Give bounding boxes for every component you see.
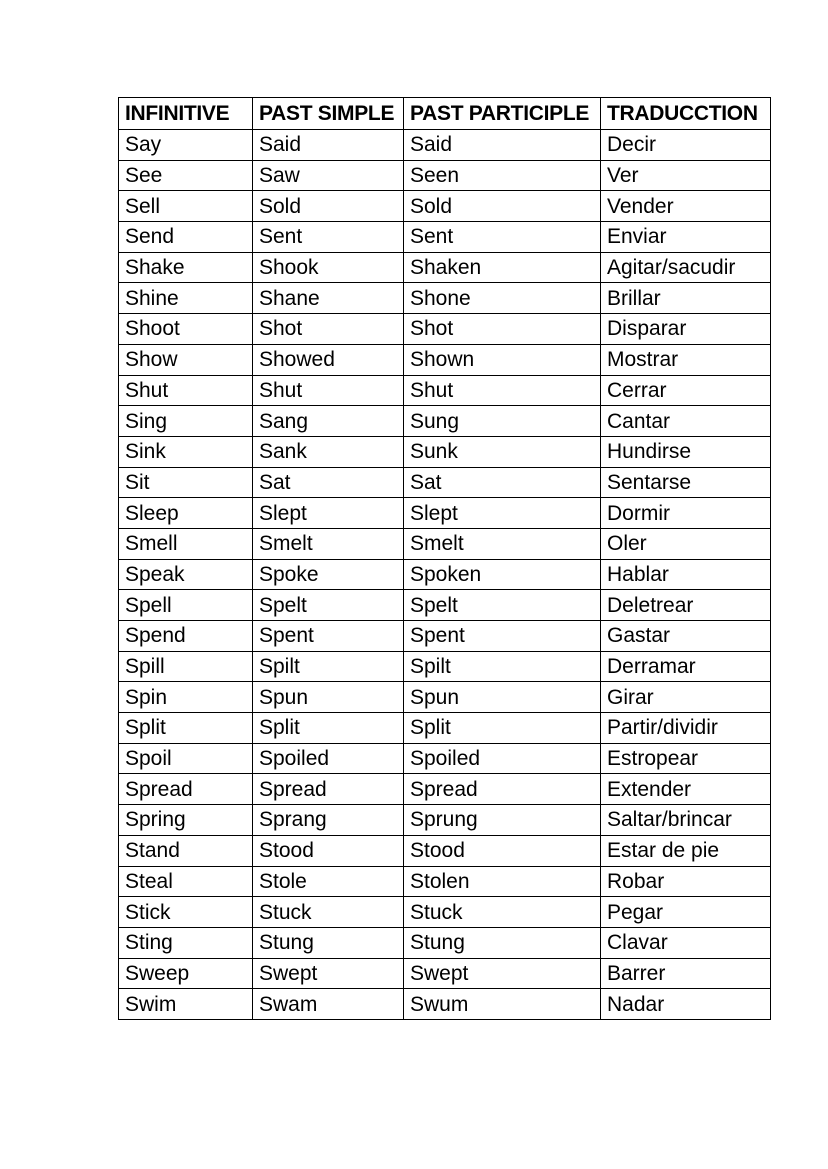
past-simple-cell: Split xyxy=(253,713,404,744)
infinitive-cell: Shoot xyxy=(119,314,253,345)
past-participle-cell: Stuck xyxy=(404,897,601,928)
infinitive-cell: Shut xyxy=(119,375,253,406)
infinitive-cell: Spring xyxy=(119,805,253,836)
infinitive-cell: Spill xyxy=(119,651,253,682)
table-row xyxy=(119,866,771,897)
infinitive-cell: Shake xyxy=(119,252,253,283)
past-simple-cell: Sold xyxy=(253,191,404,222)
past-simple-cell: Smelt xyxy=(253,528,404,559)
translation-cell: Saltar/brincar xyxy=(601,805,771,836)
past-participle-cell: Shone xyxy=(404,283,601,314)
past-participle-cell: Spoken xyxy=(404,559,601,590)
past-participle-cell: Sprung xyxy=(404,805,601,836)
infinitive-cell: Sell xyxy=(119,191,253,222)
table-row xyxy=(119,590,771,621)
past-participle-cell: Sung xyxy=(404,406,601,437)
past-participle-cell: Spilt xyxy=(404,651,601,682)
past-participle-cell: Shot xyxy=(404,314,601,345)
infinitive-cell: Say xyxy=(119,130,253,161)
past-participle-cell: Stung xyxy=(404,927,601,958)
infinitive-cell: Smell xyxy=(119,528,253,559)
past-participle-cell: Stood xyxy=(404,835,601,866)
table-row xyxy=(119,958,771,989)
past-participle-cell: Sent xyxy=(404,222,601,253)
infinitive-cell: Spoil xyxy=(119,743,253,774)
table-row xyxy=(119,191,771,222)
table-body xyxy=(119,130,771,1020)
translation-cell: Vender xyxy=(601,191,771,222)
past-participle-cell: Spun xyxy=(404,682,601,713)
translation-cell: Estar de pie xyxy=(601,835,771,866)
translation-cell: Deletrear xyxy=(601,590,771,621)
translation-cell: Clavar xyxy=(601,927,771,958)
past-participle-cell: Swept xyxy=(404,958,601,989)
translation-cell: Sentarse xyxy=(601,467,771,498)
translation-cell: Mostrar xyxy=(601,344,771,375)
past-participle-cell: Spelt xyxy=(404,590,601,621)
table-row xyxy=(119,621,771,652)
past-participle-cell: Split xyxy=(404,713,601,744)
past-simple-cell: Stung xyxy=(253,927,404,958)
past-simple-cell: Sat xyxy=(253,467,404,498)
past-simple-cell: Shane xyxy=(253,283,404,314)
translation-cell: Gastar xyxy=(601,621,771,652)
table-header xyxy=(119,98,771,130)
infinitive-cell: Spend xyxy=(119,621,253,652)
infinitive-cell: Shine xyxy=(119,283,253,314)
translation-cell: Cerrar xyxy=(601,375,771,406)
header-row xyxy=(119,98,771,130)
past-participle-cell: Stolen xyxy=(404,866,601,897)
translation-cell: Nadar xyxy=(601,989,771,1020)
translation-cell: Girar xyxy=(601,682,771,713)
infinitive-cell: Stand xyxy=(119,835,253,866)
translation-cell: Ver xyxy=(601,160,771,191)
infinitive-cell: Split xyxy=(119,713,253,744)
past-participle-cell: Spoiled xyxy=(404,743,601,774)
translation-cell: Disparar xyxy=(601,314,771,345)
past-participle-cell: Shaken xyxy=(404,252,601,283)
infinitive-cell: Spread xyxy=(119,774,253,805)
past-participle-cell: Shut xyxy=(404,375,601,406)
past-simple-cell: Swam xyxy=(253,989,404,1020)
translation-cell: Derramar xyxy=(601,651,771,682)
past-simple-cell: Showed xyxy=(253,344,404,375)
past-participle-cell: Spread xyxy=(404,774,601,805)
infinitive-cell: Sing xyxy=(119,406,253,437)
past-simple-cell: Said xyxy=(253,130,404,161)
table-row xyxy=(119,406,771,437)
translation-cell: Partir/dividir xyxy=(601,713,771,744)
past-simple-cell: Spoiled xyxy=(253,743,404,774)
translation-cell: Cantar xyxy=(601,406,771,437)
translation-cell: Robar xyxy=(601,866,771,897)
table-row xyxy=(119,436,771,467)
table-row xyxy=(119,835,771,866)
table-row xyxy=(119,682,771,713)
infinitive-cell: See xyxy=(119,160,253,191)
table-row xyxy=(119,160,771,191)
table-row xyxy=(119,222,771,253)
translation-cell: Oler xyxy=(601,528,771,559)
table-row xyxy=(119,498,771,529)
translation-cell: Hundirse xyxy=(601,436,771,467)
table-row xyxy=(119,989,771,1020)
past-simple-cell: Spread xyxy=(253,774,404,805)
past-participle-cell: Said xyxy=(404,130,601,161)
irregular-verbs-table xyxy=(118,97,771,1020)
past-simple-cell: Shut xyxy=(253,375,404,406)
infinitive-cell: Sting xyxy=(119,927,253,958)
infinitive-cell: Spell xyxy=(119,590,253,621)
translation-cell: Pegar xyxy=(601,897,771,928)
table-row xyxy=(119,344,771,375)
past-simple-cell: Shook xyxy=(253,252,404,283)
past-participle-cell: Slept xyxy=(404,498,601,529)
past-participle-cell: Seen xyxy=(404,160,601,191)
past-simple-cell: Sang xyxy=(253,406,404,437)
translation-cell: Agitar/sacudir xyxy=(601,252,771,283)
past-simple-cell: Sprang xyxy=(253,805,404,836)
past-participle-cell: Smelt xyxy=(404,528,601,559)
past-simple-cell: Spoke xyxy=(253,559,404,590)
past-simple-cell: Shot xyxy=(253,314,404,345)
table-row xyxy=(119,314,771,345)
header-past-participle: PAST PARTICIPLE xyxy=(404,98,601,130)
past-participle-cell: Shown xyxy=(404,344,601,375)
translation-cell: Estropear xyxy=(601,743,771,774)
table-row xyxy=(119,559,771,590)
past-simple-cell: Sent xyxy=(253,222,404,253)
table-row xyxy=(119,743,771,774)
table-row xyxy=(119,283,771,314)
infinitive-cell: Spin xyxy=(119,682,253,713)
past-simple-cell: Spun xyxy=(253,682,404,713)
table-row xyxy=(119,252,771,283)
infinitive-cell: Sink xyxy=(119,436,253,467)
past-simple-cell: Saw xyxy=(253,160,404,191)
past-simple-cell: Spilt xyxy=(253,651,404,682)
past-participle-cell: Sold xyxy=(404,191,601,222)
past-participle-cell: Sunk xyxy=(404,436,601,467)
infinitive-cell: Speak xyxy=(119,559,253,590)
past-simple-cell: Spelt xyxy=(253,590,404,621)
past-participle-cell: Sat xyxy=(404,467,601,498)
past-simple-cell: Stood xyxy=(253,835,404,866)
translation-cell: Dormir xyxy=(601,498,771,529)
infinitive-cell: Sit xyxy=(119,467,253,498)
past-simple-cell: Stole xyxy=(253,866,404,897)
infinitive-cell: Stick xyxy=(119,897,253,928)
infinitive-cell: Send xyxy=(119,222,253,253)
table-row xyxy=(119,467,771,498)
table-row xyxy=(119,774,771,805)
table-row xyxy=(119,130,771,161)
infinitive-cell: Steal xyxy=(119,866,253,897)
past-simple-cell: Sank xyxy=(253,436,404,467)
table-row xyxy=(119,805,771,836)
infinitive-cell: Swim xyxy=(119,989,253,1020)
translation-cell: Barrer xyxy=(601,958,771,989)
infinitive-cell: Sweep xyxy=(119,958,253,989)
past-participle-cell: Swum xyxy=(404,989,601,1020)
translation-cell: Enviar xyxy=(601,222,771,253)
past-simple-cell: Slept xyxy=(253,498,404,529)
past-simple-cell: Stuck xyxy=(253,897,404,928)
header-translation: TRADUCCTION xyxy=(601,98,771,130)
infinitive-cell: Show xyxy=(119,344,253,375)
translation-cell: Extender xyxy=(601,774,771,805)
table-row xyxy=(119,375,771,406)
table-row xyxy=(119,927,771,958)
translation-cell: Brillar xyxy=(601,283,771,314)
past-simple-cell: Spent xyxy=(253,621,404,652)
table-row xyxy=(119,897,771,928)
table-row xyxy=(119,713,771,744)
translation-cell: Hablar xyxy=(601,559,771,590)
infinitive-cell: Sleep xyxy=(119,498,253,529)
translation-cell: Decir xyxy=(601,130,771,161)
past-participle-cell: Spent xyxy=(404,621,601,652)
header-infinitive: INFINITIVE xyxy=(119,98,253,130)
table-row xyxy=(119,651,771,682)
table-row xyxy=(119,528,771,559)
past-simple-cell: Swept xyxy=(253,958,404,989)
header-past-simple: PAST SIMPLE xyxy=(253,98,404,130)
